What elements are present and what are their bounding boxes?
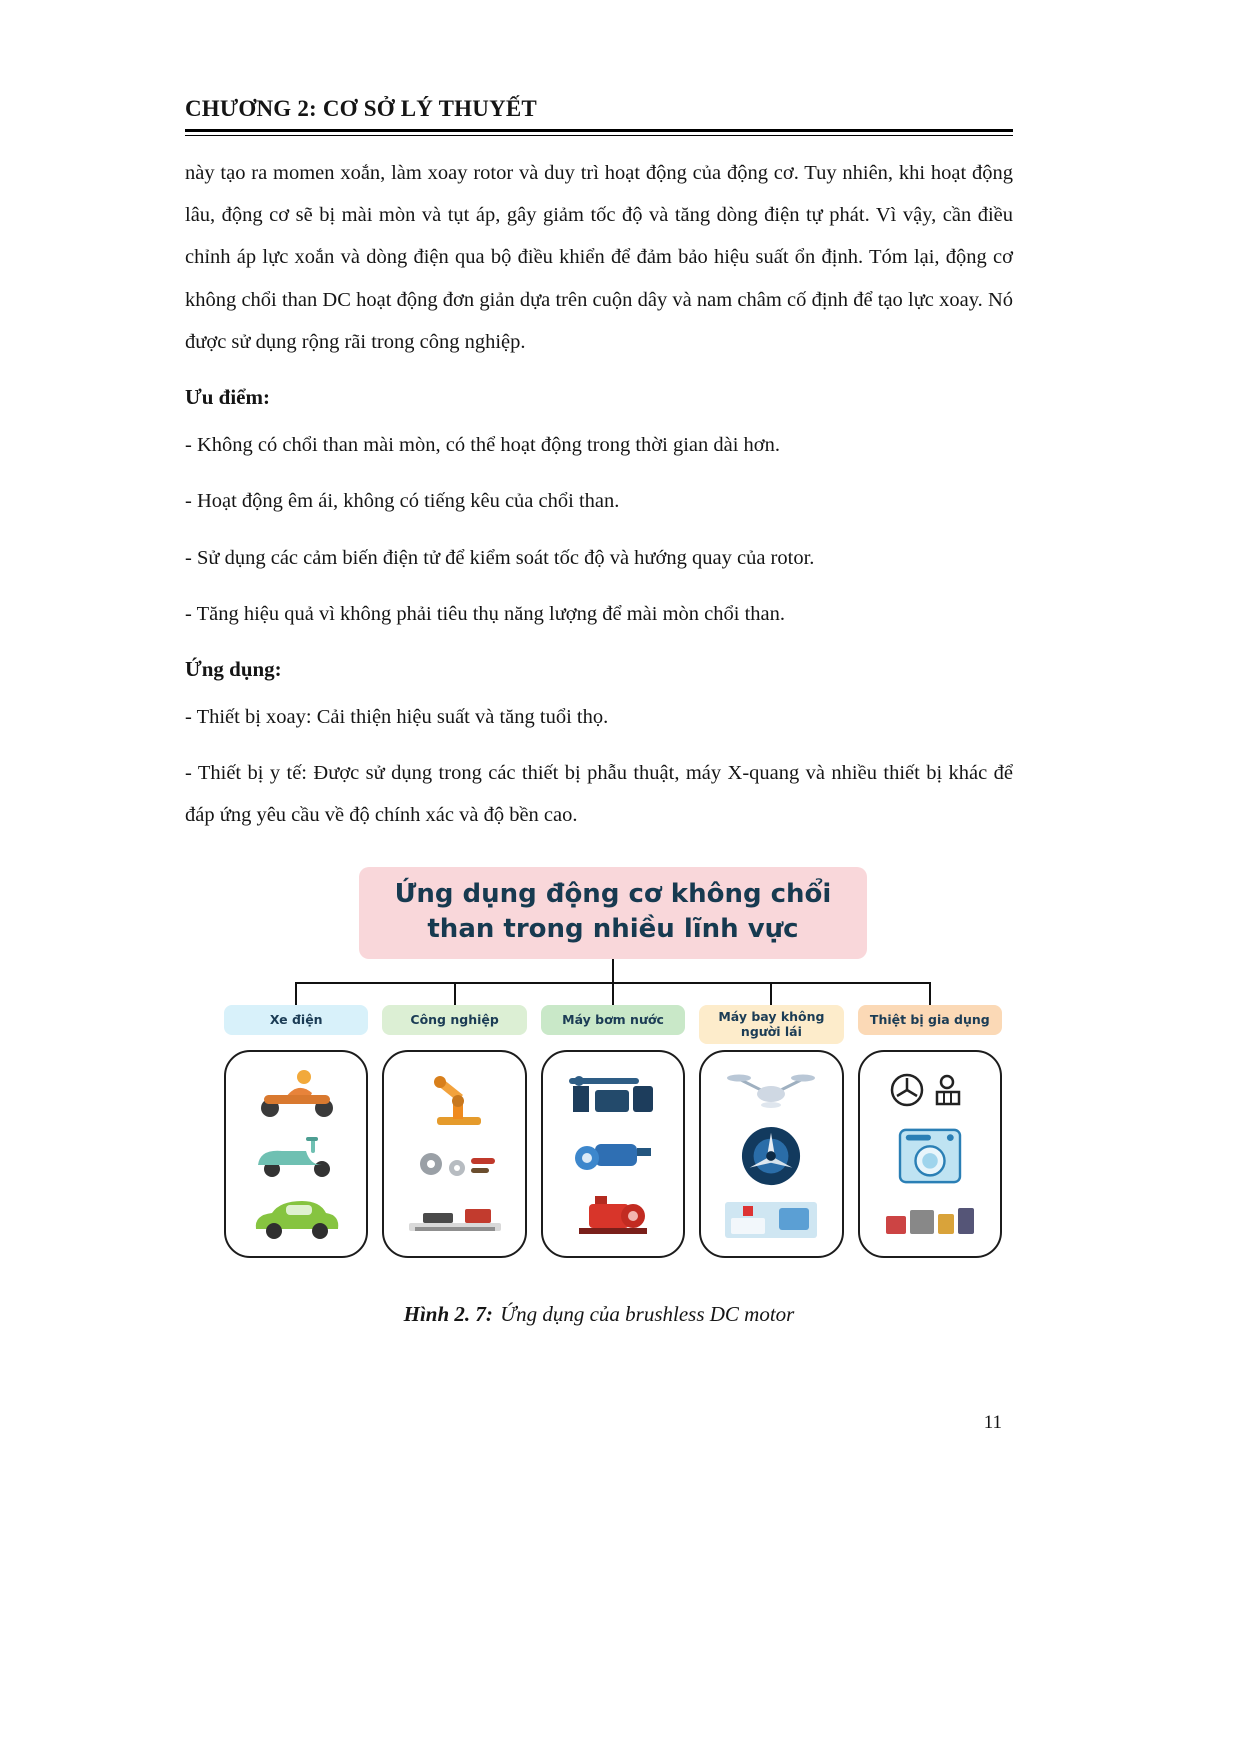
category-label-industry: Công nghiệp: [382, 1005, 526, 1035]
advantage-item: - Hoạt động êm ái, không có tiếng kêu của chổi than.: [185, 490, 620, 513]
connector-stub: [454, 982, 456, 1005]
category-header-cell: [851, 1005, 1009, 1044]
card-electric-vehicles: [224, 1050, 368, 1258]
tree-connector: [217, 959, 1009, 1005]
fire-pump-icon: [565, 1188, 661, 1240]
category-header-cell: [375, 1005, 533, 1044]
connector-stub: [770, 982, 772, 1005]
card-cell: [851, 1050, 1009, 1258]
electric-car-icon: [246, 1189, 346, 1241]
connector-stub: [929, 982, 931, 1005]
figure-caption-label: Hình 2. 7:: [403, 1302, 493, 1327]
robot-arm-icon: [407, 1071, 503, 1127]
figure-caption-text: Ứng dụng của brushless DC motor: [500, 1302, 795, 1327]
category-label-home-appliances: Thiệt bị gia dụng: [858, 1005, 1002, 1035]
drone-icon: [721, 1068, 821, 1112]
connector-stub: [295, 982, 297, 1005]
figure-caption: [185, 1302, 1013, 1327]
connector-trunk: [612, 959, 614, 982]
page-content: [185, 96, 1013, 1348]
advantage-item: - Tăng hiệu quả vì không phải tiêu thụ năng lượng để mài mòn chổi than.: [185, 602, 786, 625]
card-cell: [375, 1050, 533, 1258]
advantages-heading: Ưu điểm:: [185, 385, 270, 410]
application-item: - Thiết bị y tế: Được sử dụng trong các thiết bị phẫu thuật, máy X-quang và nhiều thiết bị khác để đáp ứng yêu cầu về độ chính xác và độ bền cao.: [185, 762, 1013, 827]
motor-pump-icon: [565, 1132, 661, 1176]
card-cell: [534, 1050, 692, 1258]
washing-machine-icon: [896, 1126, 964, 1186]
category-label-drones: Máy bay không người lái: [699, 1005, 843, 1044]
card-industry: [382, 1050, 526, 1258]
category-label-electric-vehicles: Xe điện: [224, 1005, 368, 1035]
pump-station-icon: [565, 1068, 661, 1120]
page-number: 11: [983, 1412, 1002, 1433]
motorbike-rider-icon: [248, 1067, 344, 1119]
advantage-item: - Sử dụng các cảm biến điện tử để kiểm soát tốc độ và hướng quay của rotor.: [185, 546, 815, 569]
category-headers-row: [217, 1005, 1009, 1044]
card-home-appliances: [858, 1050, 1002, 1258]
chapter-heading: CHƯƠNG 2: CƠ SỞ LÝ THUYẾT: [185, 96, 537, 121]
heading-divider: [185, 129, 1013, 136]
figure-title-line1: Ứng dụng động cơ không chổi: [394, 878, 832, 909]
appliances-icon: [882, 1202, 978, 1238]
card-drones: [699, 1050, 843, 1258]
category-header-cell: [692, 1005, 850, 1044]
electric-scooter-icon: [248, 1129, 344, 1179]
figure-title-line2: than trong nhiều lĩnh vực: [427, 913, 799, 944]
card-water-pumps: [541, 1050, 685, 1258]
category-cards-row: [217, 1050, 1009, 1258]
applications-heading: Ứng dụng:: [185, 656, 282, 681]
advantage-item: - Không có chổi than mài mòn, có thể hoạt động trong thời gian dài hơn.: [185, 434, 781, 457]
figure-title-box: [359, 867, 867, 959]
card-cell: [217, 1050, 375, 1258]
machine-parts-icon: [407, 1144, 503, 1184]
category-header-cell: [217, 1005, 375, 1044]
category-label-water-pumps: Máy bơm nước: [541, 1005, 685, 1035]
card-cell: [692, 1050, 850, 1258]
application-item: - Thiết bị xoay: Cải thiện hiệu suất và tăng tuổi thọ.: [185, 705, 609, 728]
connector-stub: [612, 982, 614, 1005]
category-header-cell: [534, 1005, 692, 1044]
body-paragraph: này tạo ra momen xoắn, làm xoay rotor và duy trì hoạt động của động cơ. Tuy nhiên, khi hoạt động lâu, động cơ sẽ bị mài mòn và tụt áp, gây giảm tốc độ và tăng dòng điện tự phát. Vì vậy, cần điều chỉnh áp lực xoắn và dòng điện qua bộ điều khiển để đảm bảo hiệu suất ổn định. Tóm lại, động cơ không chổi than DC hoạt động đơn giản dựa trên cuộn dây và nam châm cố định để tạo lực xoay. Nó được sử dụng rộng rãi trong công nghiệp.: [185, 162, 1013, 353]
medical-station-icon: [723, 1200, 819, 1240]
cnc-machine-icon: [405, 1201, 505, 1237]
drone-top-view-icon: [740, 1125, 802, 1187]
fan-solar-icon: [885, 1070, 975, 1110]
figure-brushless-applications: [217, 867, 1009, 1258]
